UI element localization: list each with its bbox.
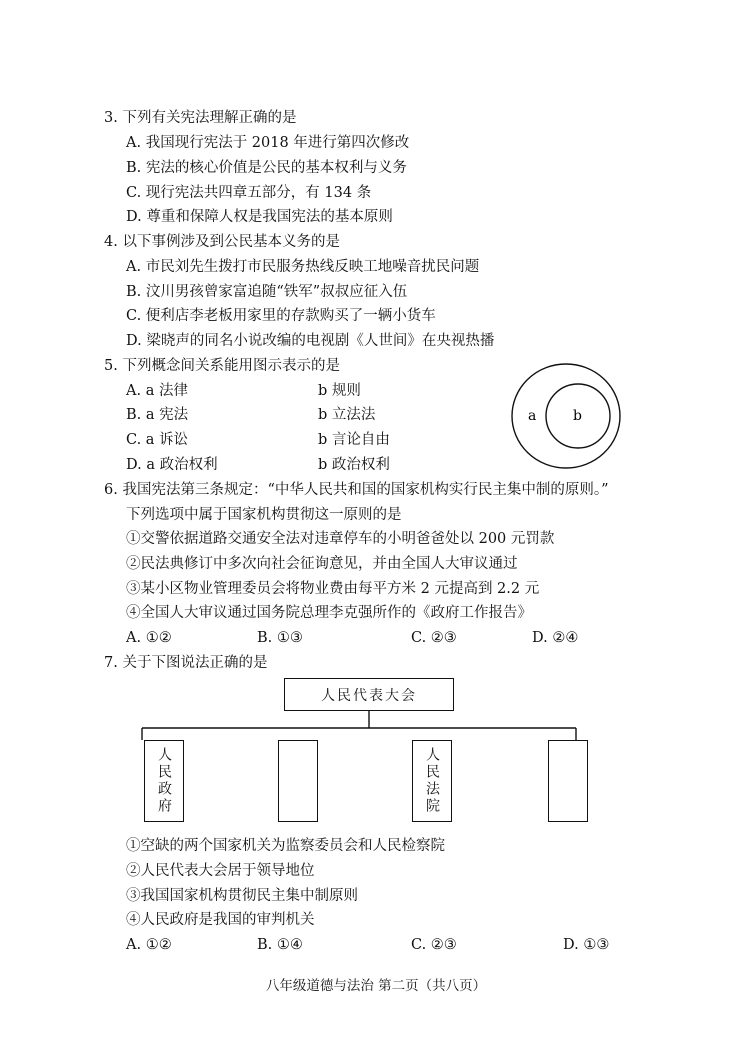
q3-option-a: A. 我国现行宪法于 2018 年进行第四次修改 — [126, 135, 410, 151]
q4-option-d: D. 梁晓声的同名小说改编的电视剧《人世间》在央视热播 — [126, 333, 495, 349]
q7-item-1: ①空缺的两个国家机关为监察委员会和人民检察院 — [126, 838, 445, 854]
question-7-stem: 7. 关于下图说法正确的是 — [104, 655, 268, 671]
q7-answer-c: C. ②③ — [411, 937, 457, 953]
npc-label: 人民代表大会 — [321, 687, 417, 704]
box-blank-1 — [278, 740, 318, 822]
q3-option-d: D. 尊重和保障人权是我国宪法的基本原则 — [126, 209, 393, 225]
q5-option-a-a: A. a 法律 — [126, 383, 188, 399]
q7-item-4: ④人民政府是我国的审判机关 — [126, 912, 315, 928]
box-people-government — [144, 740, 184, 822]
question-4-stem: 4. 以下事例涉及到公民基本义务的是 — [104, 234, 340, 250]
q4-option-a: A. 市民刘先生拨打市民服务热线反映工地噪音扰民问题 — [126, 259, 480, 275]
q6-item-4: ④全国人大审议通过国务院总理李克强所作的《政府工作报告》 — [126, 605, 532, 621]
q6-answer-b: B. ①③ — [257, 630, 303, 646]
question-6-stem-2: 下列选项中属于国家机构贯彻这一原则的是 — [126, 507, 402, 523]
q5-option-d-b: b 政治权利 — [318, 457, 390, 473]
q7-answer-a: A. ①② — [126, 937, 172, 953]
q7-answer-b: B. ①④ — [257, 937, 303, 953]
box-blank-2 — [548, 740, 588, 822]
page-footer: 八年级道德与法治 第二页（共八页） — [265, 978, 487, 994]
q5-option-c-b: b 言论自由 — [318, 432, 390, 448]
q5-option-b-a: B. a 宪法 — [126, 407, 189, 423]
box-people-government-label: 人民政府 — [156, 747, 172, 815]
question-3-stem: 3. 下列有关宪法理解正确的是 — [104, 110, 297, 126]
question-6-stem: 6. 我国宪法第三条规定：“中华人民共和国的国家机构实行民主集中制的原则。” — [104, 482, 609, 498]
inner-label: b — [573, 408, 582, 424]
q5-option-a-b: b 规则 — [318, 383, 361, 399]
q5-option-b-b: b 立法法 — [318, 407, 376, 423]
q6-answer-d: D. ②④ — [532, 630, 579, 646]
question-5-stem: 5. 下列概念间关系能用图示表示的是 — [104, 358, 340, 374]
q6-answer-a: A. ①② — [126, 630, 172, 646]
q7-answer-d: D. ①③ — [563, 937, 610, 953]
q7-item-3: ③我国国家机构贯彻民主集中制原则 — [126, 888, 358, 904]
q7-item-2: ②人民代表大会居于领导地位 — [126, 863, 315, 879]
box-people-court — [412, 740, 452, 822]
q5-option-d-a: D. a 政治权利 — [126, 457, 218, 473]
q5-option-c-a: C. a 诉讼 — [126, 432, 189, 448]
q6-item-1: ①交警依据道路交通安全法对违章停车的小明爸爸处以 200 元罚款 — [126, 531, 555, 547]
q6-answer-c: C. ②③ — [411, 630, 457, 646]
q3-option-c: C. 现行宪法共四章五部分，有 134 条 — [126, 185, 372, 201]
q6-item-2: ②民法典修订中多次向社会征询意见，并由全国人大审议通过 — [126, 556, 518, 572]
q3-option-b: B. 宪法的核心价值是公民的基本权利与义务 — [126, 160, 407, 176]
box-people-court-label: 人民法院 — [424, 747, 440, 815]
q4-option-c: C. 便利店李老板用家里的存款购买了一辆小货车 — [126, 308, 436, 324]
q4-option-b: B. 汶川男孩曾家富追随“铁军”叔叔应征入伍 — [126, 284, 408, 300]
q6-item-3: ③某小区物业管理委员会将物业费由每平方米 2 元提高到 2.2 元 — [126, 581, 540, 597]
outer-label: a — [528, 408, 537, 424]
